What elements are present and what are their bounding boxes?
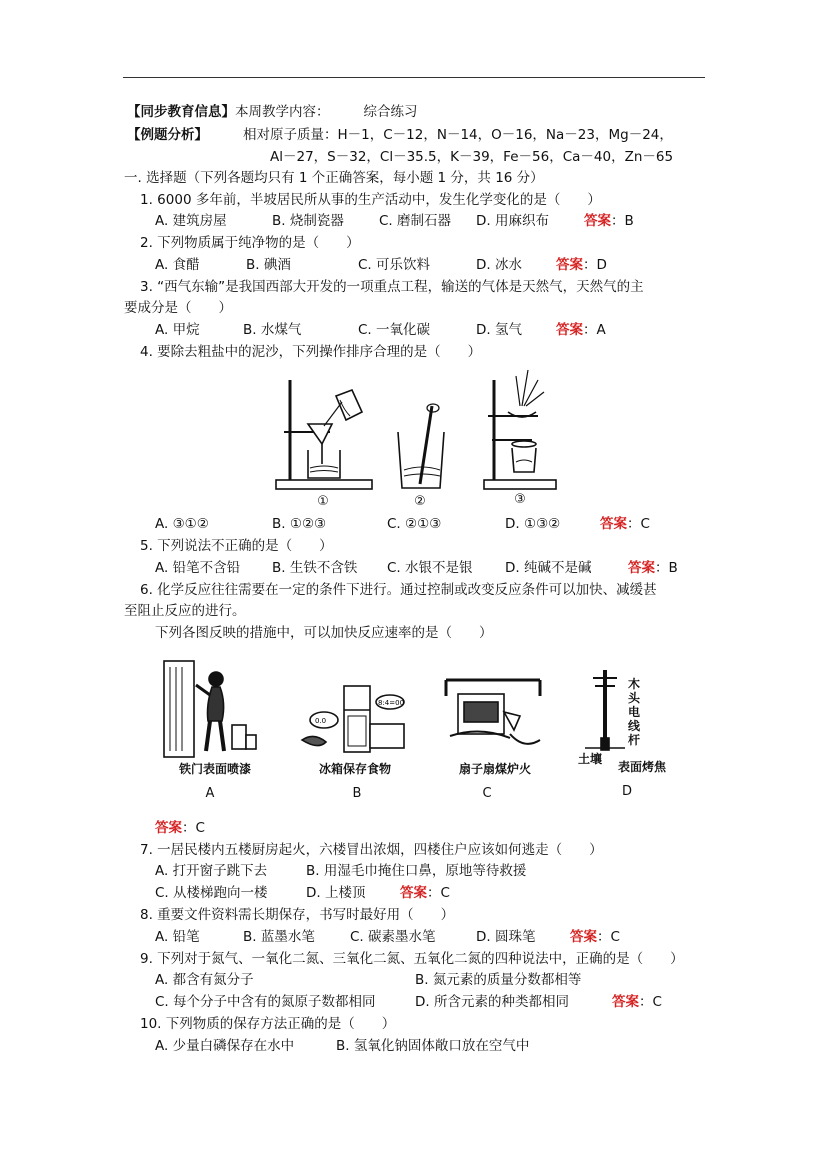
example-line bbox=[127, 126, 208, 144]
q6-figure-d-soil: 土壤 bbox=[578, 752, 603, 766]
q1-option-a: A. 建筑房屋 bbox=[155, 213, 227, 229]
example-tag: 【例题分析】 bbox=[127, 127, 208, 143]
q9-option-c: C. 每个分子中含有的氮原子数都相同 bbox=[155, 994, 376, 1010]
answer-label: 答案 bbox=[556, 257, 583, 273]
q6-figure-c-letter: C bbox=[482, 786, 492, 801]
q2-option-a: A. 食醋 bbox=[155, 257, 200, 273]
q1-option-b: B. 烧制瓷器 bbox=[272, 213, 344, 229]
q7-answer bbox=[400, 884, 450, 902]
q6-figure-a-caption: 铁门表面喷漆 bbox=[178, 762, 251, 776]
answer-label: 答案 bbox=[556, 322, 583, 338]
section-title: 一. 选择题（下列各题均只有 1 个正确答案，每小题 1 分，共 16 分） bbox=[124, 170, 544, 186]
q2-option-b: B. 碘酒 bbox=[246, 257, 291, 273]
q6-figure-d-pole bbox=[575, 666, 635, 756]
q4-figure-label-3: ③ bbox=[514, 492, 526, 507]
q1-answer-value: B bbox=[624, 213, 634, 229]
header-rule bbox=[123, 77, 705, 78]
q4-figure-label-2: ② bbox=[414, 494, 426, 509]
q7-option-d: D. 上楼顶 bbox=[306, 885, 366, 901]
q6-figure-d-char: 电 bbox=[628, 705, 641, 719]
q6-figure-c-stove bbox=[440, 676, 550, 758]
answer-colon: ： bbox=[597, 929, 611, 945]
q4-option-b: B. ①②③ bbox=[272, 516, 327, 532]
header-content-value: 综合练习 bbox=[363, 104, 418, 120]
q3-stem-line-1: 3. “西气东输”是我国西部大开发的一项重点工程，输送的气体是天然气，天然气的主 bbox=[140, 279, 644, 295]
answer-colon: ： bbox=[655, 560, 669, 576]
q8-option-a: A. 铅笔 bbox=[155, 929, 200, 945]
q4-option-a: A. ③①② bbox=[155, 516, 209, 532]
answer-colon: ： bbox=[583, 257, 597, 273]
atomic-mass-line-2: Al－27，S－32，Cl－35.5，K－39，Fe－56，Ca－40，Zn－65 bbox=[270, 149, 674, 165]
q9-answer bbox=[612, 993, 662, 1011]
q7-answer-value: C bbox=[440, 885, 450, 901]
q8-option-c: C. 碳素墨水笔 bbox=[350, 929, 436, 945]
q5-option-b: B. 生铁不含铁 bbox=[272, 560, 358, 576]
q6-figure-c-caption: 扇子扇煤炉火 bbox=[458, 762, 531, 776]
q7-option-b: B. 用湿毛巾掩住口鼻，原地等待救援 bbox=[306, 863, 527, 879]
header-content-prefix: 本周教学内容： bbox=[235, 104, 330, 120]
q6-figure-b-bubble-1: 0.0 bbox=[315, 717, 327, 725]
q1-option-d: D. 用麻织布 bbox=[476, 213, 549, 229]
q3-option-a: A. 甲烷 bbox=[155, 322, 200, 338]
q6-figure-d-vertical-label bbox=[628, 677, 642, 747]
header-tag: 【同步教育信息】 bbox=[127, 104, 235, 120]
q6-figure-d-caption: 表面烤焦 bbox=[617, 760, 666, 774]
answer-colon: ： bbox=[583, 322, 597, 338]
answer-colon: ： bbox=[611, 213, 625, 229]
q7-option-a: A. 打开窗子跳下去 bbox=[155, 863, 268, 879]
q6-figure-b-caption: 冰箱保存食物 bbox=[318, 762, 391, 776]
atomic-mass-line-1: 相对原子质量：H－1，C－12，N－14，O－16，Na－23，Mg－24， bbox=[243, 127, 673, 143]
q4-option-c: C. ②①③ bbox=[387, 516, 442, 532]
answer-label: 答案 bbox=[628, 560, 655, 576]
q9-option-a: A. 都含有氮分子 bbox=[155, 972, 254, 988]
answer-label: 答案 bbox=[570, 929, 597, 945]
q9-option-d: D. 所含元素的种类都相同 bbox=[415, 994, 569, 1010]
q6-figure-d-char: 木 bbox=[628, 677, 641, 691]
q6-figure-b-fridge bbox=[290, 680, 410, 760]
q2-answer-value: D bbox=[596, 257, 607, 273]
q6-stem-line-1: 6. 化学反应往往需要在一定的条件下进行。通过控制或改变反应条件可以加快、减缓甚 bbox=[140, 582, 657, 598]
answer-label: 答案 bbox=[600, 516, 627, 532]
q9-answer-value: C bbox=[652, 994, 662, 1010]
q4-figure-filtration bbox=[270, 372, 380, 494]
q5-option-c: C. 水银不是银 bbox=[387, 560, 473, 576]
q3-answer bbox=[556, 321, 606, 339]
answer-label: 答案 bbox=[612, 994, 639, 1010]
q4-answer-value: C bbox=[640, 516, 650, 532]
q3-stem-line-2: 要成分是（ ） bbox=[124, 300, 232, 316]
q6-figure-d-char: 线 bbox=[628, 719, 641, 733]
q5-stem: 5. 下列说法不正确的是（ ） bbox=[140, 538, 333, 554]
q2-option-c: C. 可乐饮料 bbox=[358, 257, 431, 273]
q6-figure-b-letter: B bbox=[352, 786, 362, 801]
q1-option-c: C. 磨制石器 bbox=[379, 213, 452, 229]
header-line bbox=[127, 103, 418, 121]
q6-stem-line-3: 下列各图反映的措施中，可以加快反应速率的是（ ） bbox=[155, 625, 493, 641]
q5-answer bbox=[628, 559, 678, 577]
q3-answer-value: A bbox=[596, 322, 606, 338]
q3-option-d: D. 氢气 bbox=[476, 322, 522, 338]
q6-figure-d-letter: D bbox=[621, 784, 632, 799]
q6-stem-line-2: 至阻止反应的进行。 bbox=[124, 603, 246, 619]
q6-figure-d-char: 杆 bbox=[628, 733, 641, 747]
q6-figure-d-char: 头 bbox=[628, 691, 641, 705]
q2-answer bbox=[556, 256, 607, 274]
q9-option-b: B. 氮元素的质量分数都相等 bbox=[415, 972, 582, 988]
q8-stem: 8. 重要文件资料需长期保存，书写时最好用（ ） bbox=[140, 907, 455, 923]
q3-option-c: C. 一氧化碳 bbox=[358, 322, 431, 338]
q2-stem: 2. 下列物质属于纯净物的是（ ） bbox=[140, 235, 360, 251]
q10-option-b: B. 氢氧化钠固体敞口放在空气中 bbox=[336, 1038, 530, 1054]
q8-answer bbox=[570, 928, 620, 946]
q8-answer-value: C bbox=[610, 929, 620, 945]
q9-stem: 9. 下列对于氮气、一氧化二氮、三氧化二氮、五氧化二氮的四种说法中，正确的是（ ） bbox=[140, 951, 684, 967]
q5-option-d: D. 纯碱不是碱 bbox=[505, 560, 592, 576]
q6-figure-a-painting bbox=[160, 655, 260, 759]
answer-colon: ： bbox=[639, 994, 653, 1010]
q6-answer-value: C bbox=[195, 820, 205, 836]
answer-label: 答案 bbox=[584, 213, 611, 229]
answer-colon: ： bbox=[182, 820, 196, 836]
answer-label: 答案 bbox=[400, 885, 427, 901]
q8-option-b: B. 蓝墨水笔 bbox=[243, 929, 315, 945]
q6-figure-b-bubble-2: 8:4=00 bbox=[378, 699, 405, 707]
q4-option-d: D. ①③② bbox=[505, 516, 561, 532]
q3-option-b: B. 水煤气 bbox=[243, 322, 302, 338]
q10-stem: 10. 下列物质的保存方法正确的是（ ） bbox=[140, 1016, 396, 1032]
q10-option-a: A. 少量白磷保存在水中 bbox=[155, 1038, 295, 1054]
q4-figure-evaporation bbox=[478, 366, 562, 494]
q4-answer bbox=[600, 515, 650, 533]
answer-label: 答案 bbox=[155, 820, 182, 836]
q6-figure-a-letter: A bbox=[205, 786, 215, 801]
q4-figure-label-1: ① bbox=[317, 494, 329, 509]
q4-stem: 4. 要除去粗盐中的泥沙，下列操作排序合理的是（ ） bbox=[140, 344, 482, 360]
q8-option-d: D. 圆珠笔 bbox=[476, 929, 536, 945]
answer-colon: ： bbox=[427, 885, 441, 901]
q5-option-a: A. 铅笔不含铅 bbox=[155, 560, 241, 576]
q5-answer-value: B bbox=[668, 560, 678, 576]
q4-figure-dissolving bbox=[392, 398, 450, 494]
q7-stem: 7. 一居民楼内五楼厨房起火，六楼冒出浓烟，四楼住户应该如何逃走（ ） bbox=[140, 842, 603, 858]
q1-answer bbox=[584, 212, 634, 230]
q7-option-c: C. 从楼梯跑向一楼 bbox=[155, 885, 268, 901]
q1-stem: 1. 6000 多年前，半坡居民所从事的生产活动中，发生化学变化的是（ ） bbox=[140, 192, 601, 208]
q2-option-d: D. 冰水 bbox=[476, 257, 522, 273]
answer-colon: ： bbox=[627, 516, 641, 532]
q6-answer bbox=[155, 819, 205, 837]
